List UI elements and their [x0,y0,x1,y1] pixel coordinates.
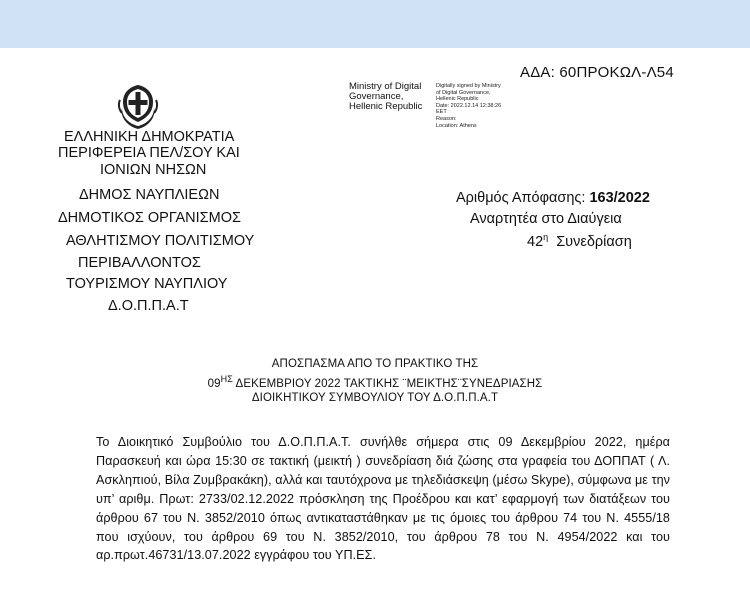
authority-line: ΔΗΜΟΤΙΚΟΣ ΟΡΓΑΝΙΣΜΟΣ [58,210,241,226]
session-ordinal: η [543,232,549,242]
ada-code: ΑΔΑ: 60ΠΡΟΚΩΛ-Λ54 [520,64,674,81]
decision-label: Αριθμός Απόφασης: [456,190,586,206]
signature-line: Hellenic Republic [436,96,479,103]
title-session: ΔΕΚΕΜΒΡΙΟΥ 2022 ΤΑΚΤΙΚΗΣ ¨ΜΕΙΚΤΗΣ¨ΣΥΝΕΔΡΙΑΣΗΣ [232,377,543,390]
diavgeia-posting: Αναρτητέα στο Διαύγεια [470,211,622,227]
hellenic-emblem-icon [114,82,162,132]
extract-title: ΑΠΟΣΠΑΣΜΑ ΑΠΟ ΤΟ ΠΡΑΚΤΙΚΟ ΤΗΣ [271,358,479,370]
title-day-ordinal: ΗΣ [220,374,233,384]
authority-line: ΕΛΛΗΝΙΚΗ ΔΗΜΟΚΡΑΤΙΑ [64,129,235,145]
top-banner [0,0,750,48]
signer-line: Ministry of Digital [349,81,422,92]
extract-title-date [0,374,750,390]
signature-line: Location: Athens [436,122,477,129]
minutes-paragraph: Το Διοικητικό Συμβούλιο του Δ.Ο.Π.Π.Α.Τ. συνήλθε σήμερα στις 09 Δεκεμβρίου 2022, ημέρα Παρασκευή και ώρα 15:30 σε τακτική (μεικτή ) συνεδρίαση διά ζώσης στα γραφεία του ΔΟΠΠΑΤ ( Λ. Ασκληπιού, Βίλα Ζυμβρακάκη), αλλά και ταυτόχρονα με τηλεδιάσκεψη (μέσω Skype), σύμφωνα με την υπ’ αριθμ. Πρωτ: 2733/02.12.2022 πρόσκληση της Προέδρου και κατ’ εφαρμογή των διατάξεων του άρθρου 67 του Ν. 3852/2010 όπως αντικαταστάθηκαν με τις όμοιες του άρθρου 74 του Ν. 4555/18 που ισχύουν, του άρθρου 69 του Ν. 3852/2010, του άρθρου 78 του Ν. 4954/2022 και του αρ.πρωτ.46731/13.07.2022 εγγράφου του ΥΠ.ΕΣ. [96,435,670,563]
signature-line: Date: 2022.12.14 12:38:26 [436,102,502,109]
signature-line: Reason: [436,115,457,122]
signature-line: EET [436,109,447,116]
session-line [527,232,632,250]
signature-line: Digitally signed by Ministry [436,83,501,89]
authority-line: ΙΟΝΙΩΝ ΝΗΣΩΝ [100,162,207,178]
authority-line: ΠΕΡΙΒΑΛΛΟΝΤΟΣ [78,255,201,271]
signature-line: of Digital Governance, [436,89,491,96]
authority-line: ΔΗΜΟΣ ΝΑΥΠΛΙΕΩΝ [79,187,220,203]
signer-line: Hellenic Republic [349,101,423,112]
session-number: 42 [527,233,544,250]
authority-line: Δ.Ο.Π.Π.Α.Τ [108,298,189,314]
digital-signer [349,82,422,112]
extract-title-board: ΔΙΟΙΚΗΤΙΚΟΥ ΣΥΜΒΟΥΛΙΟΥ ΤΟΥ Δ.Ο.Π.Π.Α.Τ [251,392,499,404]
session-label: Συνεδρίαση [556,233,632,250]
decision-number: 163/2022 [589,190,650,206]
title-day: 09 [207,377,221,390]
signature-details [436,83,501,129]
decision-number-line [456,190,650,206]
authority-line: ΠΕΡΙΦΕΡΕΙΑ ΠΕΛ/ΣΟΥ ΚΑΙ [58,145,240,161]
signer-line: Governance, [349,91,404,102]
authority-line: ΑΘΛΗΤΙΣΜΟΥ ΠΟΛΙΤΙΣΜΟΥ [66,233,255,249]
authority-line: ΤΟΥΡΙΣΜΟΥ ΝΑΥΠΛΙΟΥ [66,276,228,292]
